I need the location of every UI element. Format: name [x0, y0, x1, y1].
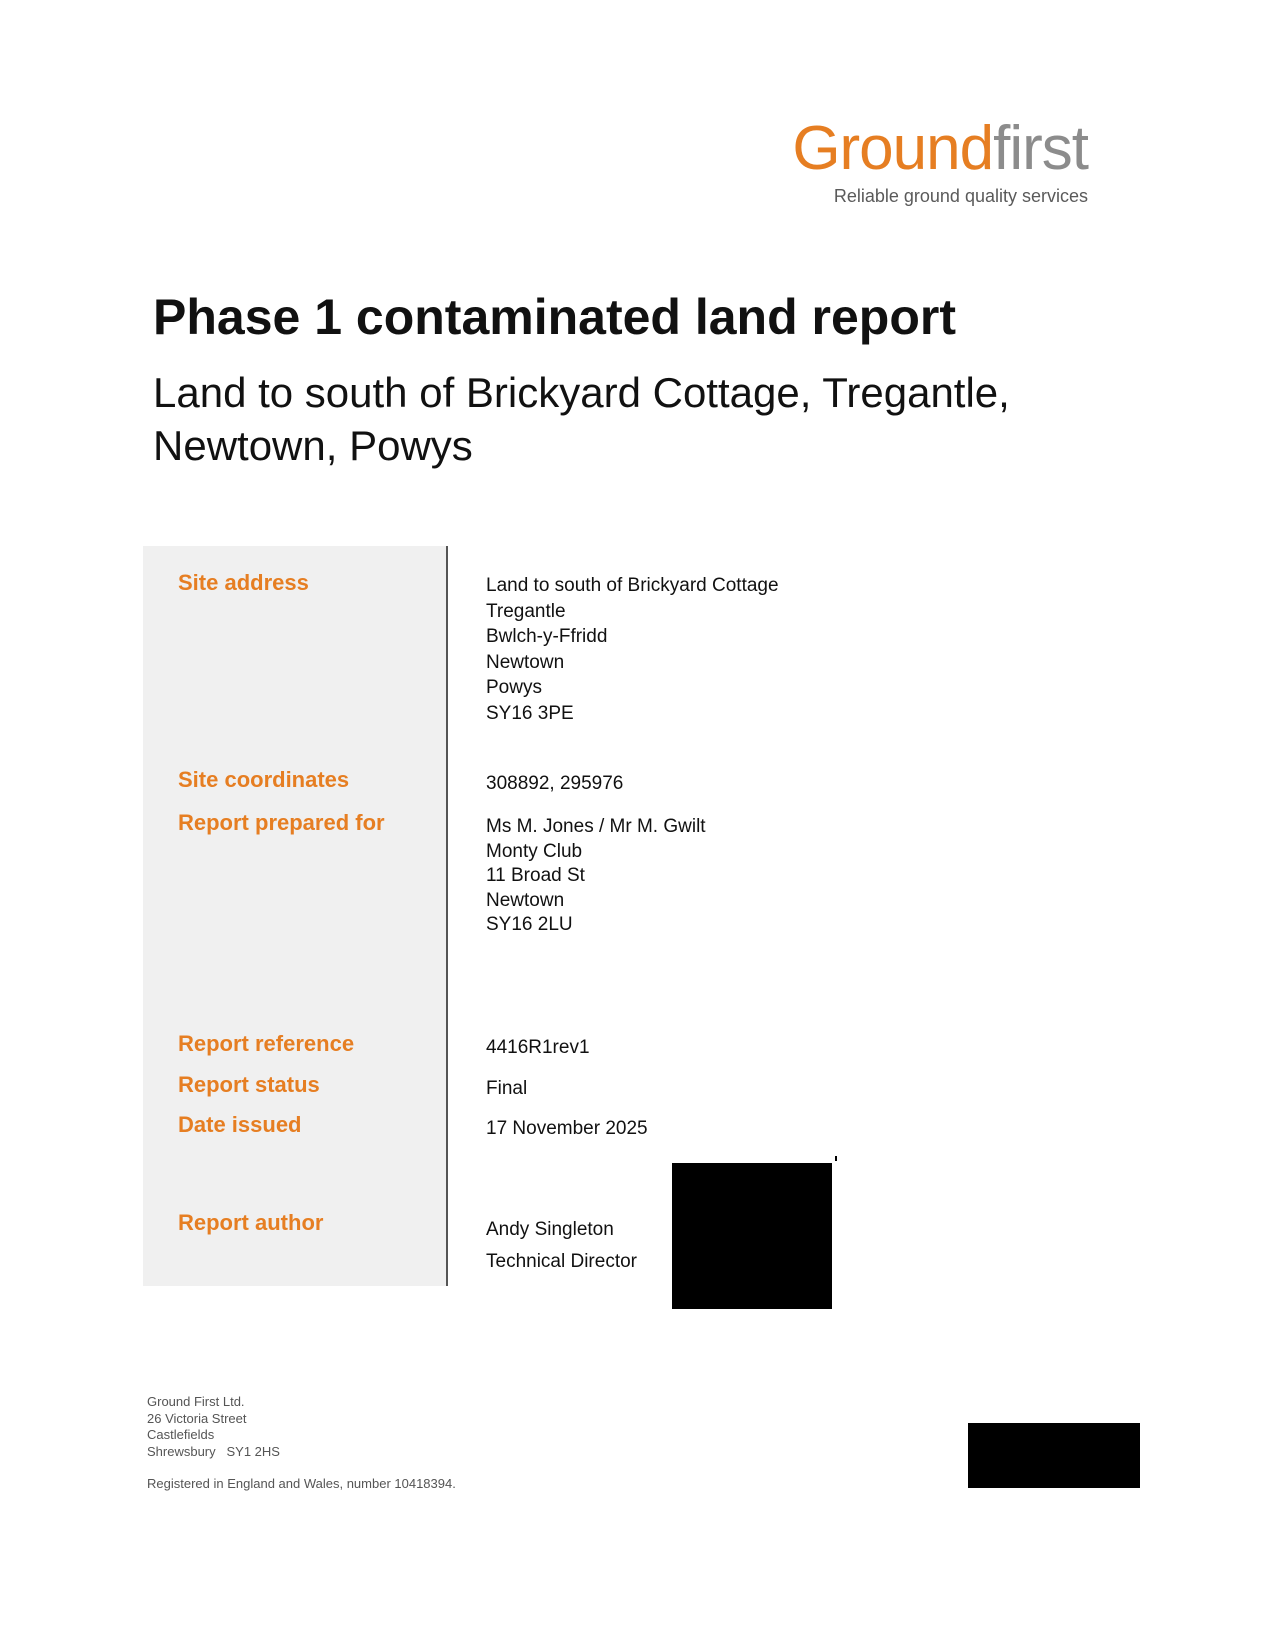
site-address-value	[486, 573, 779, 726]
report-author-label: Report author	[178, 1210, 324, 1235]
site-address-line: Bwlch-y-Ffridd	[486, 626, 608, 647]
footer-line: Ground First Ltd.	[147, 1394, 245, 1409]
site-coordinates-value: 308892, 295976	[486, 773, 624, 794]
report-status-value: Final	[486, 1078, 528, 1099]
site-coordinates-label: Site coordinates	[178, 767, 350, 792]
logo-tagline: Reliable ground quality services	[833, 186, 1088, 206]
date-issued-value: 17 November 2025	[486, 1118, 648, 1139]
company-footer	[147, 1394, 456, 1493]
footer-line: 26 Victoria Street	[147, 1410, 247, 1426]
footer-registration: Registered in England and Wales, number 10418394.	[147, 1476, 456, 1491]
footer-line: Shrewsbury SY1 2HS	[147, 1443, 280, 1459]
report-reference-label: Report reference	[178, 1031, 355, 1056]
prepared-for-line: Ms M. Jones / Mr M. Gwilt	[486, 816, 706, 837]
site-address-line: SY16 3PE	[486, 702, 574, 724]
author-role: Technical Director	[486, 1251, 637, 1272]
company-logo	[792, 114, 1088, 207]
report-prepared-for-label: Report prepared for	[178, 810, 385, 835]
stray-mark	[835, 1156, 837, 1161]
prepared-for-line: Monty Club	[486, 840, 583, 862]
date-issued-label: Date issued	[178, 1112, 302, 1137]
signature-redaction	[672, 1163, 832, 1309]
prepared-for-line: Newtown	[486, 889, 565, 911]
prepared-for-line: SY16 2LU	[486, 914, 573, 935]
report-author-value	[486, 1214, 637, 1278]
footer-line: Castlefields	[147, 1427, 215, 1442]
author-name: Andy Singleton	[486, 1219, 614, 1240]
logo-wordmark	[792, 114, 1088, 183]
site-address-line: Newtown	[486, 651, 565, 673]
report-subtitle: Land to south of Brickyard Cottage, Tregantle, Newtown, Powys	[153, 369, 1010, 469]
footer-logo-redaction	[968, 1423, 1140, 1488]
report-title: Phase 1 contaminated land report	[153, 289, 956, 345]
prepared-for-line: 11 Broad St	[486, 865, 585, 886]
site-address-line: Powys	[486, 677, 542, 698]
logo-first-text: first	[993, 114, 1088, 183]
site-address-line: Land to south of Brickyard Cottage	[486, 575, 779, 596]
label-panel	[143, 546, 448, 1286]
logo-ground-text: Ground	[792, 114, 994, 183]
report-prepared-for-value	[486, 815, 706, 938]
site-address-line: Tregantle	[486, 600, 566, 622]
report-status-label: Report status	[178, 1072, 320, 1097]
report-reference-value: 4416R1rev1	[486, 1037, 590, 1058]
site-address-label: Site address	[178, 570, 309, 595]
